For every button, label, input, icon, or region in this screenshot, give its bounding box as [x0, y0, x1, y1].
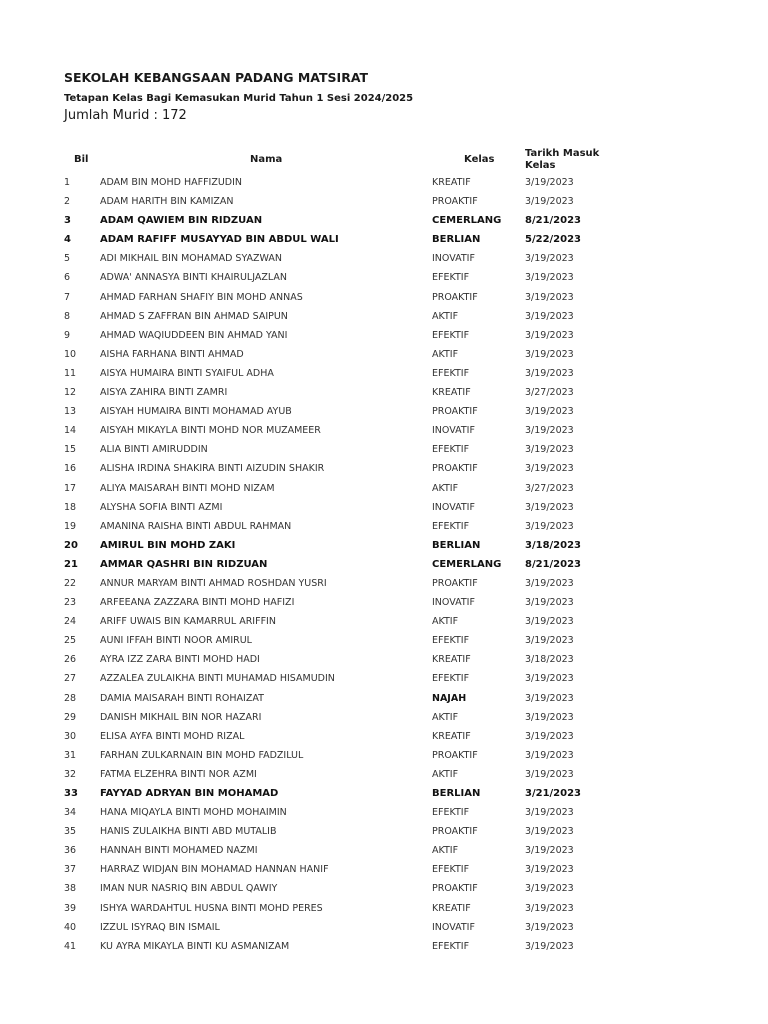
table-row	[0, 898, 768, 917]
cell-nama: ALIYA MAISARAH BINTI MOHD NIZAM	[100, 482, 275, 494]
column-header-bil: Bil	[74, 154, 89, 165]
cell-tarikh: 3/19/2023	[525, 845, 574, 857]
cell-nama: AYRA IZZ ZARA BINTI MOHD HADI	[100, 654, 260, 666]
cell-tarikh: 3/27/2023	[525, 482, 574, 494]
table-row	[0, 344, 768, 363]
cell-kelas: PROAKTIF	[432, 196, 478, 208]
cell-nama: AISYAH HUMAIRA BINTI MOHAMAD AYUB	[100, 406, 292, 418]
table-row	[0, 325, 768, 344]
cell-kelas: BERLIAN	[432, 234, 481, 246]
cell-tarikh: 3/19/2023	[525, 406, 574, 418]
cell-kelas: KREATIF	[432, 730, 471, 742]
cell-tarikh: 3/19/2023	[525, 272, 574, 284]
cell-kelas: BERLIAN	[432, 539, 481, 551]
cell-kelas: PROAKTIF	[432, 463, 478, 475]
cell-tarikh: 3/19/2023	[525, 940, 574, 952]
cell-tarikh: 3/19/2023	[525, 425, 574, 437]
table-row	[0, 649, 768, 668]
cell-bil: 29	[64, 711, 77, 723]
table-row	[0, 936, 768, 955]
cell-nama: HANIS ZULAIKHA BINTI ABD MUTALIB	[100, 826, 277, 838]
cell-bil: 36	[64, 845, 77, 857]
cell-bil: 35	[64, 826, 77, 838]
table-row	[0, 668, 768, 687]
cell-tarikh: 3/19/2023	[525, 444, 574, 456]
cell-nama: AISHA FARHANA BINTI AHMAD	[100, 348, 244, 360]
table-row	[0, 248, 768, 267]
cell-tarikh: 3/27/2023	[525, 387, 574, 399]
cell-nama: AISYAH MIKAYLA BINTI MOHD NOR MUZAMEER	[100, 425, 321, 437]
cell-kelas: EFEKTIF	[432, 367, 470, 379]
cell-nama: HARRAZ WIDJAN BIN MOHAMAD HANNAN HANIF	[100, 864, 329, 876]
cell-nama: AHMAD FARHAN SHAFIY BIN MOHD ANNAS	[100, 291, 303, 303]
cell-bil: 26	[64, 654, 77, 666]
cell-bil: 20	[64, 539, 78, 551]
cell-kelas: PROAKTIF	[432, 406, 478, 418]
table-row	[0, 439, 768, 458]
cell-tarikh: 3/19/2023	[525, 673, 574, 685]
student-table	[0, 172, 768, 955]
cell-bil: 7	[64, 291, 71, 303]
cell-tarikh: 3/19/2023	[525, 616, 574, 628]
cell-kelas: INOVATIF	[432, 597, 475, 609]
table-row	[0, 573, 768, 592]
cell-tarikh: 3/19/2023	[525, 177, 574, 188]
cell-tarikh: 3/19/2023	[525, 807, 574, 819]
cell-bil: 25	[64, 635, 77, 647]
cell-kelas: EFEKTIF	[432, 673, 470, 685]
cell-tarikh: 3/19/2023	[525, 749, 574, 761]
cell-bil: 14	[64, 425, 77, 437]
cell-bil: 8	[64, 310, 71, 322]
cell-tarikh: 3/19/2023	[525, 520, 574, 532]
cell-tarikh: 3/19/2023	[525, 826, 574, 838]
cell-bil: 17	[64, 482, 77, 494]
cell-bil: 13	[64, 406, 77, 418]
cell-kelas: AKTIF	[432, 310, 459, 322]
cell-kelas: AKTIF	[432, 348, 459, 360]
cell-bil: 30	[64, 730, 77, 742]
cell-nama: ADI MIKHAIL BIN MOHAMAD SYAZWAN	[100, 253, 282, 265]
cell-kelas: PROAKTIF	[432, 826, 478, 838]
cell-bil: 33	[64, 788, 78, 799]
cell-kelas: EFEKTIF	[432, 329, 470, 341]
cell-kelas: EFEKTIF	[432, 444, 470, 456]
table-row	[0, 707, 768, 726]
cell-kelas: PROAKTIF	[432, 883, 478, 895]
cell-nama: AMIRUL BIN MOHD ZAKI	[100, 539, 236, 551]
cell-nama: ALYSHA SOFIA BINTI AZMI	[100, 501, 223, 513]
cell-nama: ARIFF UWAIS BIN KAMARRUL ARIFFIN	[100, 616, 276, 628]
cell-nama: KU AYRA MIKAYLA BINTI KU ASMANIZAM	[100, 940, 290, 952]
cell-kelas: AKTIF	[432, 768, 459, 780]
cell-tarikh: 3/19/2023	[525, 329, 574, 341]
table-row	[0, 478, 768, 497]
cell-nama: ADAM HARITH BIN KAMIZAN	[100, 196, 234, 208]
cell-tarikh: 3/19/2023	[525, 310, 574, 322]
cell-tarikh: 5/22/2023	[525, 234, 582, 246]
cell-kelas: PROAKTIF	[432, 749, 478, 761]
cell-tarikh: 3/19/2023	[525, 253, 574, 265]
table-row	[0, 764, 768, 783]
cell-bil: 15	[64, 444, 77, 456]
cell-bil: 39	[64, 902, 77, 914]
table-row	[0, 191, 768, 210]
cell-nama: AMMAR QASHRI BIN RIDZUAN	[100, 558, 268, 570]
cell-nama: AHMAD WAQIUDDEEN BIN AHMAD YANI	[100, 329, 288, 341]
cell-nama: HANA MIQAYLA BINTI MOHD MOHAIMIN	[100, 807, 287, 819]
cell-nama: AUNI IFFAH BINTI NOOR AMIRUL	[100, 635, 252, 647]
cell-bil: 41	[64, 940, 77, 952]
cell-kelas: EFEKTIF	[432, 520, 470, 532]
cell-tarikh: 3/19/2023	[525, 921, 574, 933]
cell-nama: ADAM QAWIEM BIN RIDZUAN	[100, 215, 263, 227]
cell-kelas: KREATIF	[432, 902, 471, 914]
cell-tarikh: 8/21/2023	[525, 558, 582, 570]
cell-nama: AISYA ZAHIRA BINTI ZAMRI	[100, 387, 228, 399]
cell-kelas: AKTIF	[432, 711, 459, 723]
cell-bil: 24	[64, 616, 77, 628]
table-row	[0, 592, 768, 611]
cell-kelas: EFEKTIF	[432, 635, 470, 647]
table-row	[0, 917, 768, 936]
cell-bil: 9	[64, 329, 71, 341]
cell-bil: 16	[64, 463, 77, 475]
cell-nama: ADAM RAFIFF MUSAYYAD BIN ABDUL WALI	[100, 234, 339, 246]
cell-tarikh: 3/19/2023	[525, 864, 574, 876]
table-row	[0, 401, 768, 420]
cell-tarikh: 3/19/2023	[525, 883, 574, 895]
cell-nama: DAMIA MAISARAH BINTI ROHAIZAT	[100, 692, 264, 704]
document-subtitle: Tetapan Kelas Bagi Kemasukan Murid Tahun 1 Sesi 2024/2025	[64, 93, 414, 104]
column-header-nama: Nama	[250, 154, 283, 165]
cell-tarikh: 3/19/2023	[525, 692, 574, 704]
table-row	[0, 458, 768, 477]
table-row	[0, 267, 768, 286]
cell-tarikh: 8/21/2023	[525, 215, 582, 227]
cell-tarikh: 3/19/2023	[525, 577, 574, 589]
cell-kelas: CEMERLANG	[432, 558, 502, 570]
column-header-tarikh: Tarikh Masuk Kelas	[525, 148, 600, 171]
cell-bil: 21	[64, 558, 78, 570]
cell-nama: AHMAD S ZAFFRAN BIN AHMAD SAIPUN	[100, 310, 288, 322]
table-row	[0, 382, 768, 401]
cell-kelas: PROAKTIF	[432, 577, 478, 589]
cell-bil: 32	[64, 768, 77, 780]
student-count: Jumlah Murid : 172	[64, 108, 187, 123]
cell-tarikh: 3/18/2023	[525, 654, 574, 666]
table-row	[0, 840, 768, 859]
cell-bil: 6	[64, 272, 71, 284]
cell-bil: 2	[64, 196, 71, 208]
cell-kelas: AKTIF	[432, 616, 459, 628]
cell-tarikh: 3/19/2023	[525, 730, 574, 742]
cell-nama: AZZALEA ZULAIKHA BINTI MUHAMAD HISAMUDIN	[100, 673, 335, 685]
cell-bil: 28	[64, 692, 77, 704]
cell-tarikh: 3/19/2023	[525, 463, 574, 475]
cell-kelas: AKTIF	[432, 845, 459, 857]
cell-nama: ALISHA IRDINA SHAKIRA BINTI AIZUDIN SHAKIR	[100, 463, 325, 475]
cell-tarikh: 3/21/2023	[525, 788, 582, 799]
cell-kelas: EFEKTIF	[432, 272, 470, 284]
school-title: SEKOLAH KEBANGSAAN PADANG MATSIRAT	[64, 70, 369, 85]
cell-tarikh: 3/19/2023	[525, 768, 574, 780]
cell-tarikh: 3/19/2023	[525, 501, 574, 513]
cell-kelas: AKTIF	[432, 482, 459, 494]
table-row	[0, 229, 768, 248]
cell-nama: IZZUL ISYRAQ BIN ISMAIL	[100, 921, 220, 933]
cell-bil: 38	[64, 883, 77, 895]
cell-bil: 40	[64, 921, 77, 933]
cell-kelas: INOVATIF	[432, 501, 475, 513]
cell-bil: 18	[64, 501, 77, 513]
cell-nama: FATMA ELZEHRA BINTI NOR AZMI	[100, 768, 257, 780]
table-row	[0, 688, 768, 707]
table-row	[0, 630, 768, 649]
cell-kelas: KREATIF	[432, 177, 471, 188]
cell-kelas: BERLIAN	[432, 788, 481, 799]
table-row	[0, 287, 768, 306]
cell-kelas: INOVATIF	[432, 425, 475, 437]
cell-kelas: EFEKTIF	[432, 864, 470, 876]
cell-bil: 19	[64, 520, 77, 532]
cell-nama: ARFEEANA ZAZZARA BINTI MOHD HAFIZI	[100, 597, 295, 609]
table-row	[0, 745, 768, 764]
cell-kelas: PROAKTIF	[432, 291, 478, 303]
cell-nama: FARHAN ZULKARNAIN BIN MOHD FADZILUL	[100, 749, 304, 761]
cell-tarikh: 3/19/2023	[525, 597, 574, 609]
cell-tarikh: 3/19/2023	[525, 635, 574, 647]
cell-kelas: EFEKTIF	[432, 940, 470, 952]
table-row	[0, 497, 768, 516]
table-row	[0, 821, 768, 840]
cell-nama: DANISH MIKHAIL BIN NOR HAZARI	[100, 711, 262, 723]
cell-bil: 31	[64, 749, 77, 761]
cell-nama: ISHYA WARDAHTUL HUSNA BINTI MOHD PERES	[100, 902, 323, 914]
cell-bil: 3	[64, 215, 71, 227]
cell-bil: 23	[64, 597, 77, 609]
cell-kelas: KREATIF	[432, 654, 471, 666]
cell-nama: ANNUR MARYAM BINTI AHMAD ROSHDAN YUSRI	[100, 577, 327, 589]
cell-kelas: INOVATIF	[432, 921, 475, 933]
table-row	[0, 363, 768, 382]
cell-bil: 1	[64, 177, 71, 188]
cell-bil: 11	[64, 367, 77, 379]
table-row	[0, 535, 768, 554]
cell-tarikh: 3/18/2023	[525, 539, 582, 551]
cell-nama: ELISA AYFA BINTI MOHD RIZAL	[100, 730, 245, 742]
cell-nama: ADAM BIN MOHD HAFFIZUDIN	[100, 177, 243, 188]
cell-nama: IMAN NUR NASRIQ BIN ABDUL QAWIY	[100, 883, 278, 895]
table-row	[0, 420, 768, 439]
cell-bil: 4	[64, 234, 71, 246]
table-row	[0, 783, 768, 802]
cell-bil: 34	[64, 807, 77, 819]
cell-tarikh: 3/19/2023	[525, 902, 574, 914]
cell-tarikh: 3/19/2023	[525, 196, 574, 208]
table-row	[0, 611, 768, 630]
cell-bil: 22	[64, 577, 77, 589]
cell-tarikh: 3/19/2023	[525, 291, 574, 303]
cell-kelas: CEMERLANG	[432, 215, 502, 227]
table-row	[0, 210, 768, 229]
cell-tarikh: 3/19/2023	[525, 367, 574, 379]
table-row	[0, 859, 768, 878]
cell-kelas: NAJAH	[432, 692, 467, 704]
cell-nama: ADWA' ANNASYA BINTI KHAIRULJAZLAN	[100, 272, 287, 284]
table-row	[0, 554, 768, 573]
cell-nama: FAYYAD ADRYAN BIN MOHAMAD	[100, 788, 279, 799]
cell-bil: 12	[64, 387, 77, 399]
table-row	[0, 802, 768, 821]
cell-tarikh: 3/19/2023	[525, 711, 574, 723]
table-row	[0, 726, 768, 745]
cell-nama: AMANINA RAISHA BINTI ABDUL RAHMAN	[100, 520, 292, 532]
cell-tarikh: 3/19/2023	[525, 348, 574, 360]
cell-bil: 5	[64, 253, 71, 265]
cell-kelas: INOVATIF	[432, 253, 475, 265]
cell-nama: AISYA HUMAIRA BINTI SYAIFUL ADHA	[100, 367, 274, 379]
cell-bil: 10	[64, 348, 77, 360]
cell-bil: 27	[64, 673, 77, 685]
cell-kelas: KREATIF	[432, 387, 471, 399]
cell-bil: 37	[64, 864, 77, 876]
cell-nama: ALIA BINTI AMIRUDDIN	[100, 444, 208, 456]
cell-nama: HANNAH BINTI MOHAMED NAZMI	[100, 845, 258, 857]
table-row	[0, 172, 768, 191]
cell-kelas: EFEKTIF	[432, 807, 470, 819]
table-row	[0, 306, 768, 325]
table-row	[0, 878, 768, 897]
table-row	[0, 516, 768, 535]
column-header-kelas: Kelas	[464, 154, 495, 165]
